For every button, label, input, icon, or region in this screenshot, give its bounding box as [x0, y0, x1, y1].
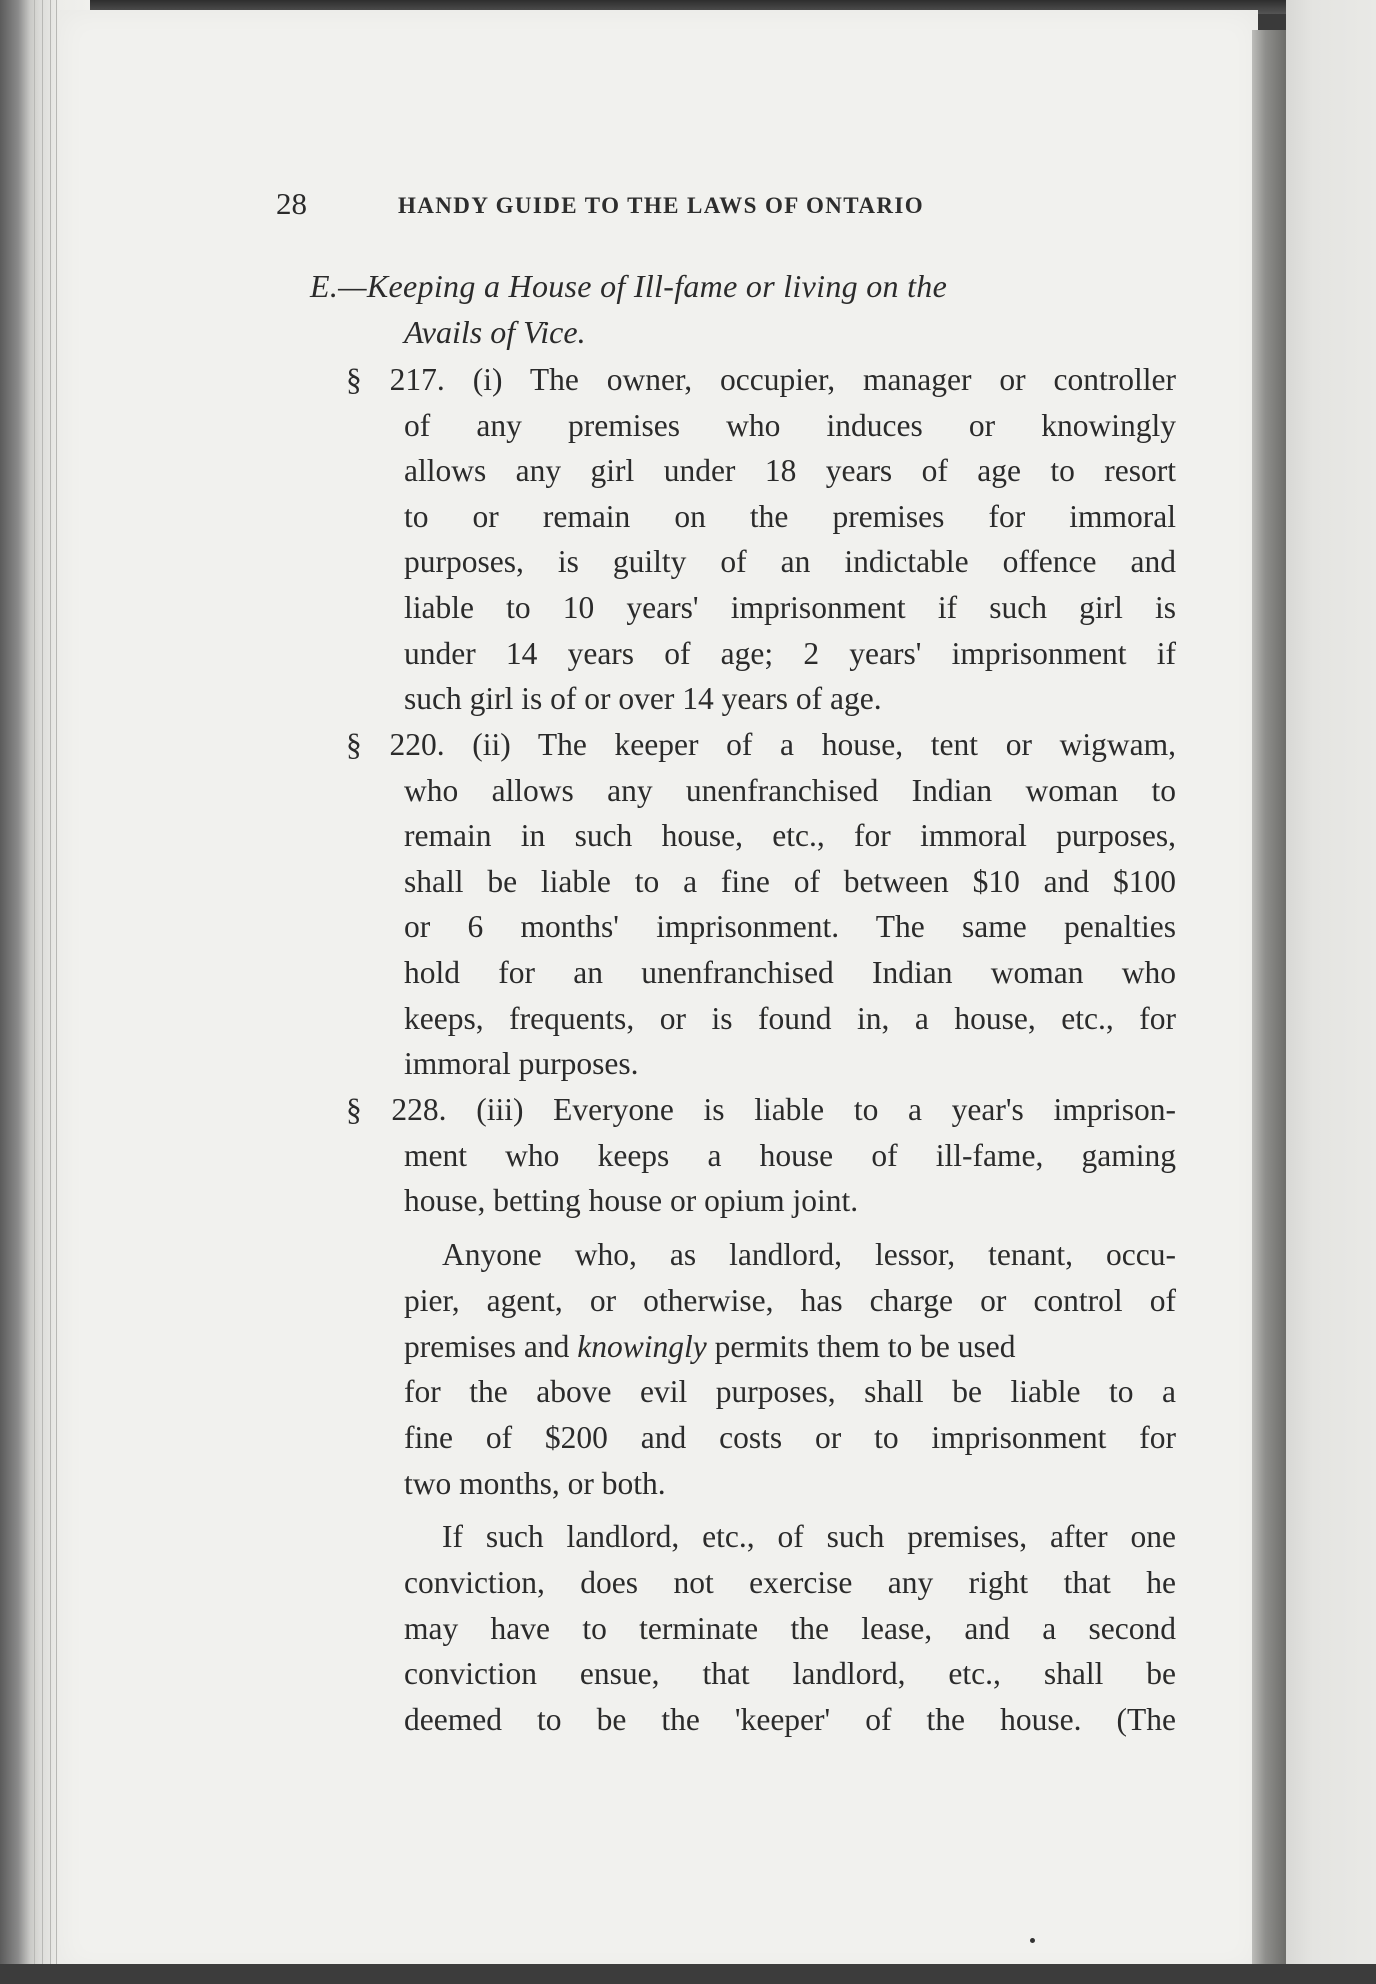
- text-line: immoral purposes.: [404, 1046, 639, 1081]
- text-line: liable to 10 years' imprisonment if such girl is: [404, 590, 1176, 625]
- text-line: shall be liable to a fine of between $10 and $100: [404, 864, 1176, 899]
- text-line: allows any girl under 18 years of age to resort: [404, 453, 1176, 488]
- text-line: such girl is of or over 14 years of age.: [404, 681, 882, 716]
- emphasis: knowingly: [577, 1329, 707, 1364]
- text-line: hold for an unenfranchised Indian woman who: [404, 955, 1176, 990]
- text-line: conviction ensue, that landlord, etc., shall be: [404, 1656, 1176, 1691]
- page-number: 28: [276, 186, 307, 221]
- text-line: fine of $200 and costs or to imprisonment for: [404, 1420, 1176, 1455]
- text-line: or 6 months' imprisonment. The same penalties: [404, 909, 1176, 944]
- section-heading-line-2: Avails of Vice.: [404, 314, 586, 350]
- text-line: purposes, is guilty of an indictable offence and: [404, 544, 1176, 579]
- text-line: may have to terminate the lease, and a second: [404, 1611, 1176, 1646]
- page-gutter: [1252, 30, 1286, 1970]
- text-line: to or remain on the premises for immoral: [404, 499, 1176, 534]
- scan-background-bottom: [0, 1964, 1376, 1984]
- text-line: § 228. (iii) Everyone is liable to a year's imprison-: [346, 1092, 1176, 1127]
- text-line: under 14 years of age; 2 years' imprisonment if: [404, 636, 1176, 671]
- text-line: If such landlord, etc., of such premises, after one: [442, 1519, 1176, 1554]
- text-line: two months, or both.: [404, 1466, 666, 1501]
- text-line: Anyone who, as landlord, lessor, tenant, occu-: [442, 1237, 1176, 1272]
- text-line: for the above evil purposes, shall be liable to a: [404, 1374, 1176, 1409]
- text-line: pier, agent, or otherwise, has charge or control of: [404, 1283, 1176, 1318]
- text-line: keeps, frequents, or is found in, a house, etc., for: [404, 1001, 1176, 1036]
- text-line: conviction, does not exercise any right that he: [404, 1565, 1176, 1600]
- text-line: premises and knowingly permits them to be used: [404, 1329, 1016, 1364]
- ink-speck: [1030, 1938, 1035, 1943]
- text-line: who allows any unenfranchised Indian woman to: [404, 773, 1176, 808]
- text-line: ment who keeps a house of ill-fame, gaming: [404, 1138, 1176, 1173]
- text-line: of any premises who induces or knowingly: [404, 408, 1176, 443]
- text-line: § 217. (i) The owner, occupier, manager or controller: [346, 362, 1176, 397]
- text-line: remain in such house, etc., for immoral purposes,: [404, 818, 1176, 853]
- text-line: house, betting house or opium joint.: [404, 1183, 859, 1218]
- text-line: deemed to be the 'keeper' of the house. (The: [404, 1702, 1176, 1737]
- section-heading-line-1: E.—Keeping a House of Ill-fame or living on the: [310, 268, 948, 304]
- facing-page-edge: [1286, 0, 1376, 1984]
- text-line: § 220. (ii) The keeper of a house, tent or wigwam,: [346, 727, 1176, 762]
- running-title: HANDY GUIDE TO THE LAWS OF ONTARIO: [398, 193, 925, 218]
